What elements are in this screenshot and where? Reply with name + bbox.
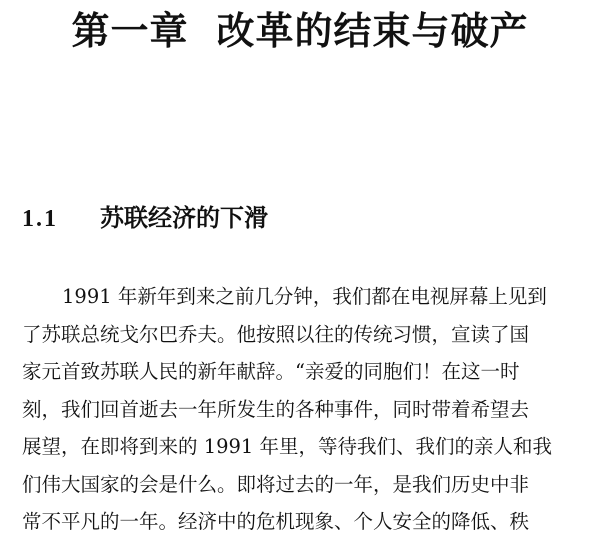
paragraph-line: 常不平凡的一年。经济中的危机现象、个人安全的降低、秩 [22,510,530,533]
paragraph-line: 1991 年新年到来之前几分钟，我们都在电视屏幕上见到 [62,285,547,308]
section-number: 1.1 [22,206,58,232]
chapter-title [0,6,600,56]
paragraph-line: 了苏联总统戈尔巴乔夫。他按照以往的传统习惯，宣读了国 [22,322,530,346]
section-title: 苏联经济的下滑 [100,203,268,232]
paragraph-line: 刻，我们回首逝去一年所发生的各种事件，同时带着希望去 [22,397,530,421]
section-heading [22,200,268,237]
paragraph-line: 展望，在即将到来的 1991 年里，等待我们、我们的亲人和我 [22,435,553,458]
chapter-name: 改革的结束与破产 [216,8,529,53]
paragraph-line: 们伟大国家的会是什么。即将过去的一年，是我们历史中非 [22,472,530,496]
chapter-number: 第一章 [71,8,189,53]
body-paragraph [22,278,592,541]
paragraph-line: 家元首致苏联人民的新年献辞。“亲爱的同胞们！在这一时 [22,360,520,383]
